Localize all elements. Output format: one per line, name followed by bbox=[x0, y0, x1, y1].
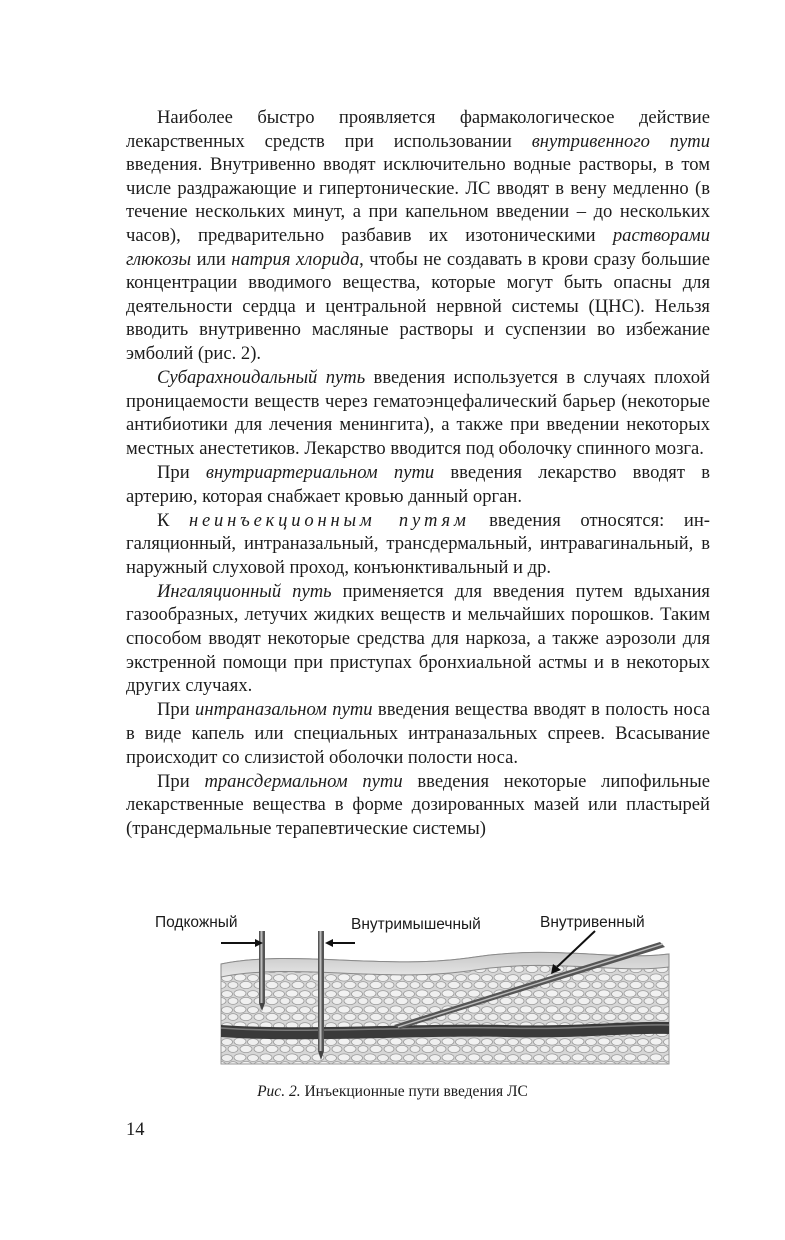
text-run: При bbox=[157, 770, 205, 792]
term-italic: растворами глюкозы bbox=[126, 224, 710, 270]
paragraph-subarachnoid bbox=[126, 366, 710, 460]
term-italic: Ингаляционный путь bbox=[157, 580, 332, 602]
label-intravenous: Внутривенный bbox=[540, 914, 645, 931]
term-italic: интраназальном пути bbox=[195, 699, 373, 721]
paragraph-intraarterial bbox=[126, 461, 710, 508]
injection-routes-figure bbox=[155, 909, 675, 1069]
text-run: введения относятся: ингаляционный, интраназальный, трансдермальный, интравагинальный, в наружный слуховой проход, конъюнктивальный и др. bbox=[126, 509, 710, 578]
caption-prefix: Рис. 2. bbox=[257, 1083, 301, 1100]
text-run: При bbox=[157, 461, 206, 483]
label-subcutaneous: Подкожный bbox=[155, 914, 238, 931]
term-italic: внутривенного пути bbox=[531, 130, 710, 152]
text-run: введения лекарство вводят в артерию, которая снабжает кровью данный орган. bbox=[126, 461, 710, 507]
page-number: 14 bbox=[126, 1120, 145, 1140]
paragraph-transdermal bbox=[126, 770, 710, 841]
body-text bbox=[126, 106, 710, 840]
text-run: , чтобы не создавать в крови сразу большие концентрации вводимого вещества, которые могут быть опасны для деятельности сердца и центральной нервной системы (ЦНС). Нельзя вводить внутривенно масляные растворы и суспензии во избежание эмболий (рис. 2). bbox=[126, 248, 711, 364]
tissue-layers bbox=[221, 952, 669, 1064]
term-italic: Субарахноидальный путь bbox=[157, 367, 366, 389]
paragraph-inhalation bbox=[126, 580, 710, 698]
paragraph-intranasal bbox=[126, 698, 710, 769]
label-intramuscular: Внутримышечный bbox=[351, 916, 481, 933]
text-run: введения некоторые липофильные лекарственные вещества в форме дозированных мазей или пластырей (трансдермальные терапевтические системы) bbox=[126, 770, 711, 839]
text-run: или bbox=[191, 248, 232, 270]
paragraph-noninjection bbox=[126, 509, 710, 580]
paragraph-intravenous bbox=[126, 106, 710, 366]
term-spaced-italic: неинъекционным путям bbox=[188, 509, 470, 531]
term-italic: натрия хлорида bbox=[231, 248, 360, 270]
text-run: К bbox=[157, 509, 189, 531]
text-run: При bbox=[157, 699, 196, 721]
text-run: введения вещества вводят в полость носа в виде капель или специальных интраназальных спреев. Всасывание происходит со слизистой оболочки полости носа. bbox=[126, 699, 710, 768]
term-italic: внутриартериальном пути bbox=[205, 461, 435, 483]
text-run: Наиболее быстро проявляется фармакологическое действие лекарственных средств при использовании bbox=[126, 107, 710, 152]
text-run: применяется для введения путем вдыхания газообразных, летучих жидких веществ и мельчайших порошков. Таким способом вводят некоторые средства для наркоза, а также аэрозоли для экстренной помощи при приступах бронхиальной астмы и в некоторых других случаях. bbox=[126, 580, 710, 697]
caption-text: Инъекционные пути введения ЛС bbox=[300, 1083, 528, 1100]
figure-caption bbox=[0, 1083, 785, 1101]
text-run: введения. Внутривенно вводят исключительно водные растворы, в том числе раздражающие и гипертонические. ЛС вводят в вену медленно (в течение нескольких минут, а при капельном введении – до нескольких часов), предварительно разбавив их изотоническими bbox=[126, 154, 710, 246]
text-run: введения используется в случаях плохой проницаемости веществ через гематоэнцефалический барьер (некоторые антибиотики для лечения менингита), а также при введении некоторых местных анестетиков. Лекарство вводится под оболочку спинного мозга. bbox=[126, 367, 710, 459]
term-italic: трансдермальном пути bbox=[204, 770, 403, 792]
